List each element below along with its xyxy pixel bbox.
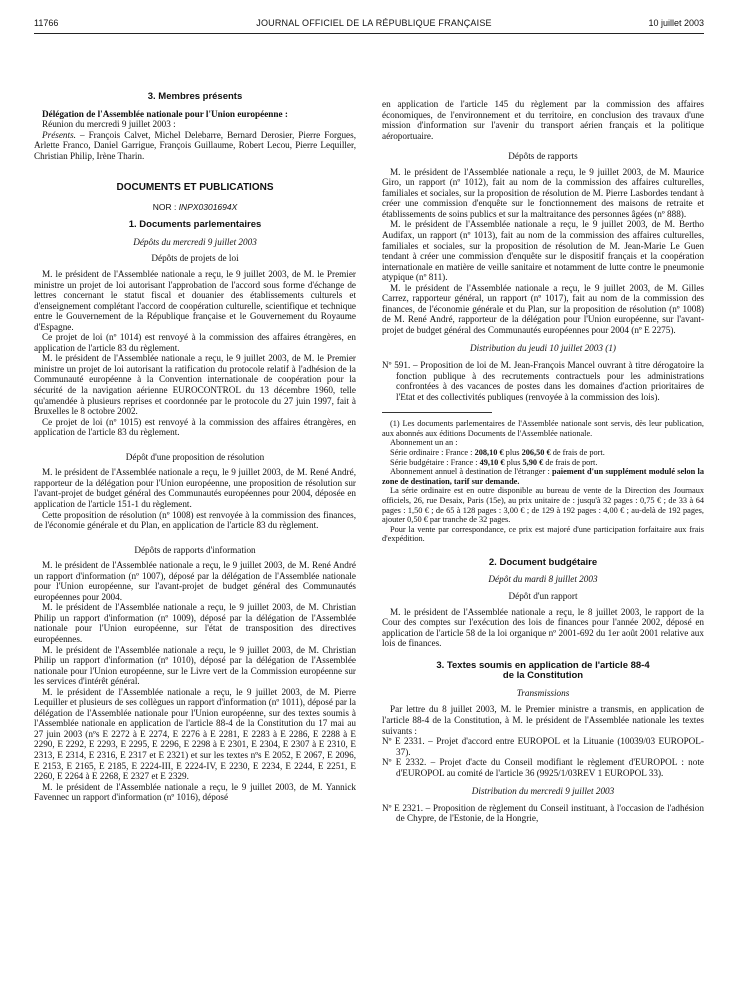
presents-paragraph bbox=[34, 130, 356, 162]
presents-text: – François Calvet, Michel Delebarre, Bernard Derosier, Pierre Forgues, Arlette Franco, Daniel Garrigue, François Guillaume, Robert Lecou, Pierre Lequiller, Christian Philip, Irène Tharin. bbox=[34, 129, 356, 161]
section-title-textes-2: de la Constitution bbox=[502, 670, 584, 682]
paragraph: M. le président de l'Assemblée nationale a reçu, le 9 juillet 2003, de M. René André un rapport d'information (nº 1007), déposé par la délégation de l'Assemblée nationale pour l'Union européenne, sur l'avant-projet de budget général des Communautés européennes pour 2004. bbox=[34, 560, 356, 602]
footnote-abroad bbox=[382, 467, 704, 486]
proposition-subtitle: Dépôt d'une proposition de résolution bbox=[125, 451, 265, 462]
paragraph: en application de l'article 145 du règlement par la commission des affaires économiques, de l'environnement et du territoire, en conclusion des travaux d'une mission d'information sur l'avenir du transport aérien français et la politique aéroportuaire. bbox=[382, 99, 704, 141]
paragraph: M. le président de l'Assemblée nationale a reçu, le 9 juillet 2003, de M. le Premier ministre un projet de loi autorisant la ratification du protocole relatif à l'adhésion de la Communauté européenne à la Convention internationale de coopération pour la sécurité de la navigation aérienne EUROCONTROL du 13 décembre 1960, telle qu'amendée à plusieurs reprises et coordonnée par le protocole du 27 juin 1997, fait à Bruxelles le 8 octobre 2002. bbox=[34, 353, 356, 417]
budget-subtitle: Dépôt d'un rapport bbox=[508, 591, 578, 602]
nor-value: INPX0301694X bbox=[178, 201, 238, 212]
price-label: Série budgétaire : France : bbox=[390, 457, 480, 467]
right-column bbox=[382, 99, 704, 824]
price-value: 208,10 € bbox=[474, 448, 504, 457]
budget-date: Dépôt du mardi 8 juillet 2003 bbox=[488, 574, 598, 585]
footnote-text: (1) Les documents parlementaires de l'Assemblée nationale sont servis, dès leur publication, aux abonnés aux éditions Documents de l'Assemblée nationale. bbox=[382, 419, 704, 438]
abroad-terms: paiement d'un supplément modulé selon la zone de destination, tarif sur demande. bbox=[382, 467, 704, 486]
price-suffix: de frais de port. bbox=[550, 448, 605, 457]
doc-number: Nº E 2332. bbox=[382, 757, 427, 768]
doc-text: – Projet d'accord entre EUROPOL et la Lituanie (10039/03 EUROPOL-37). bbox=[396, 736, 704, 757]
distribution-date-2: Distribution du mercredi 9 juillet 2003 bbox=[471, 786, 615, 797]
doc-item-e2331 bbox=[382, 736, 704, 757]
price-value: 206,50 € bbox=[521, 448, 551, 457]
paragraph: M. le président de l'Assemblée nationale a reçu, le 9 juillet 2003, de M. René André, rapporteur de la délégation pour l'Union européenne, une proposition de résolution sur l'avant-projet de budget général des Communautés européennes pour 2004, déposée en application de l'article 151-1 du règlement. bbox=[34, 467, 356, 509]
doc-text: – Proposition de règlement du Conseil instituant, à l'occasion de l'adhésion de Chypre, de l'Estonie, de la Hongrie, bbox=[396, 802, 704, 824]
doc-item-e2321 bbox=[382, 803, 704, 824]
delegation-title: Délégation de l'Assemblée nationale pour l'Union européenne : bbox=[42, 108, 288, 119]
paragraph: M. le président de l'Assemblée nationale a reçu, le 9 juillet 2003, de M. Gilles Carrez, rapporteur général, un rapport (nº 1017), fait au nom de la commission des finances, de l'économie générale et du Plan, sur la proposition de résolution (nº 1008) de M. René André, rapporteur de la délégation pour l'Union européenne, sur l'avant-projet de budget général des Communautés européennes pour 2004 (nº E 2275). bbox=[382, 282, 704, 335]
page-number: 11766 bbox=[34, 18, 59, 28]
doc-text: – Proposition de loi de M. Jean-François Mancel ouvrant à titre dérogatoire la fonction publique à des recrutements contractuels pour les administrations confrontées à des vacances de postes dans les domaines d'action prioritaires de l'Etat et des collectivités publiques (renvoyée à la commission des lois). bbox=[396, 360, 705, 402]
paragraph: Par lettre du 8 juillet 2003, M. le Premier ministre a transmis, en application de l'article 88-4 de la Constitution, à M. le président de l'Assemblée nationale les textes suivants : bbox=[382, 704, 704, 736]
nor-label: NOR : bbox=[152, 201, 179, 212]
paragraph: Cette proposition de résolution (nº 1008) est renvoyée à la commission des finances, de l'économie générale et du Plan, en application de l'article 83 du règlement. bbox=[34, 509, 356, 531]
page-header bbox=[0, 0, 748, 36]
doc-text: – Projet d'acte du Conseil modifiant le règlement d'EUROPOL : note d'EUROPOL au comité de l'article 36 (9925/1/03REV 1 EUROPOL 33). bbox=[396, 757, 704, 778]
footnote-text: Abonnement un an : bbox=[390, 438, 458, 448]
abroad-label: Abonnement annuel à destination de l'étranger : bbox=[390, 467, 553, 477]
footnote-price-budget bbox=[382, 458, 704, 468]
doc-item-e2332 bbox=[382, 757, 704, 778]
reunion-line: Réunion du mercredi 9 juillet 2003 : bbox=[42, 119, 176, 130]
info-reports-subtitle: Dépôts de rapports d'information bbox=[134, 544, 256, 555]
paragraph: M. le président de l'Assemblée nationale a reçu, le 9 juillet 2003, de M. Christian Philip un rapport d'information (nº 1010), déposé par la délégation de l'Assemblée nationale pour l'Union européenne, sur le Livre vert de la Commission européenne sur les services d'intérêt général. bbox=[34, 644, 356, 687]
paragraph: M. le président de l'Assemblée nationale a reçu, le 9 juillet 2003, de M. Maurice Giro, un rapport (nº 1012), fait au nom de la commission des affaires culturelles, familiales et sociales, sur la proposition de résolution de M. Pierre Lasbordes tendant à créer une commission d'enquête sur le fonctionnement des maisons de retraite et établissements de soins publics et sur la maltraitance des personnes âgées (nº 888). bbox=[382, 166, 704, 219]
projets-subtitle: Dépôts de projets de loi bbox=[151, 253, 239, 264]
footnote-text: La série ordinaire est en outre disponible au bureau de vente de la Direction des Journaux officiels, 26, rue Desaix, Paris (15e), au prix unitaire de : jusqu'à 32 pages : 0,75 € ; de 33 à 64 pages : 1,50 € ; de 65 à 128 pages : 3,00 € ; de 129 à 192 pages : 4,00 € ; au-delà de 192 pages, ajouter 0,50 € par tranche de 32 pages. bbox=[382, 486, 704, 525]
price-value: 5,90 € bbox=[522, 457, 544, 467]
issue-date: 10 juillet 2003 bbox=[648, 18, 704, 28]
paragraph: M. le président de l'Assemblée nationale a reçu, le 9 juillet 2003, de M. Christian Philip un rapport d'information (nº 1009), déposé par la délégation de l'Assemblée nationale pour l'Union européenne, sur l'état de transposition des directives européennes. bbox=[34, 602, 356, 644]
paragraph: Ce projet de loi (nº 1015) est renvoyé à la commission des affaires étrangères, en application de l'article 83 du règlement. bbox=[34, 416, 356, 438]
paragraph: M. le président de l'Assemblée nationale a reçu, le 8 juillet 2003, le rapport de la Cour des comptes sur l'exécution des lois de finances pour l'année 2002, déposé en application de l'article 58 de la loi organique nº 2001-692 du 1er août 2001 relative aux lois de finances. bbox=[382, 606, 704, 649]
doc-number: Nº E 2321. bbox=[382, 802, 424, 813]
paragraph: M. le président de l'Assemblée nationale a reçu, le 9 juillet 2003, de M. Yannick Favennec un rapport d'information (nº 1016), déposé bbox=[34, 781, 356, 803]
section-title-parl-docs: 1. Documents parlementaires bbox=[128, 219, 262, 231]
rapports-subtitle: Dépôts de rapports bbox=[508, 151, 578, 162]
price-joiner: plus bbox=[504, 457, 523, 467]
price-label: Série ordinaire : France : bbox=[390, 448, 475, 457]
paragraph: Ce projet de loi (nº 1014) est renvoyé à la commission des affaires étrangères, en application de l'article 83 du règlement. bbox=[34, 332, 356, 353]
section-title-budget: 2. Document budgétaire bbox=[488, 556, 598, 568]
depots-date: Dépôts du mercredi 9 juillet 2003 bbox=[133, 236, 257, 247]
price-suffix: de frais de port. bbox=[543, 457, 598, 467]
doc-number: Nº E 2331. bbox=[382, 736, 425, 747]
paragraph: M. le président de l'Assemblée nationale a reçu, le 9 juillet 2003, de M. Bertho Audifax, un rapport (nº 1013), fait au nom de la commission des affaires culturelles, familiales et sociales, sur la proposition de résolution de M. Jean-Marie Le Guen tendant à créer une commission d'enquête sur le dispositif français et la coopération internationale en matière de veille sanitaire et notamment de lutte contre le pneumonie atypique (nº 811). bbox=[382, 219, 704, 283]
footnote-text: Pour la vente par correspondance, ce prix est majoré d'une participation forfaitaire aux frais d'expédition. bbox=[382, 524, 704, 544]
doc-item-591 bbox=[382, 360, 704, 402]
footnote-price-ordinary bbox=[382, 448, 704, 458]
paragraph: M. le président de l'Assemblée nationale a reçu, le 9 juillet 2003, de M. Pierre Lequiller et plusieurs de ses collègues un rapport d'information (nº 1011), déposé par la délégation de l'Assemblée nationale pour l'Union européenne, sur des textes soumis à l'Assemblée nationale en application de l'article 88-4 de la Constitution du 17 mai au 27 juin 2003 (nºs E 2272 à E 2274, E 2276 à E 2281, E 2283 à E 2286, E 2288 à E 2290, E 2292, E 2293, E 2295, E 2296, E 2298 à E 2301, E 2304, E 2307 à E 2310, E 2313, E 2314, E 2316, E 2317 et E 2321) et sur les textes nºs E 2052, E 2067, E 2096, E 2153, E 2165, E 2185, E 2224-III, E 2224-IV, E 2230, E 2234, E 2244, E 2251, E 2260, E 2264 à E 2268, E 2327 et E 2329. bbox=[34, 686, 356, 782]
section-title-textes: 3. Textes soumis en application de l'article 88-4 bbox=[436, 659, 650, 671]
paragraph: M. le président de l'Assemblée nationale a reçu, le 9 juillet 2003, de M. le Premier ministre un projet de loi autorisant l'approbation de l'accord sous forme d'échange de lettres concernant le statut fiscal et douanier des établissements culturels et d'enseignement complétant l'accord de coopération culturelle, scientifique et technique entre le Gouvernement de la République française et le Gouvernement du Royaume d'Espagne. bbox=[34, 269, 356, 332]
footnote bbox=[382, 419, 704, 544]
presents-label: Présents. bbox=[42, 129, 76, 140]
distribution-date-1: Distribution du jeudi 10 juillet 2003 (1) bbox=[470, 343, 616, 354]
footnote-rule bbox=[382, 412, 492, 413]
transmissions-label: Transmissions bbox=[516, 687, 570, 698]
price-joiner: plus bbox=[503, 448, 522, 457]
journal-title: JOURNAL OFFICIEL DE LA RÉPUBLIQUE FRANÇAISE bbox=[256, 18, 492, 28]
nor-line bbox=[34, 202, 356, 213]
documents-heading: DOCUMENTS ET PUBLICATIONS bbox=[116, 182, 274, 194]
header-rule bbox=[34, 33, 704, 34]
doc-number: Nº 591. bbox=[382, 360, 411, 371]
left-column bbox=[34, 92, 356, 803]
section-title-members: 3. Membres présents bbox=[147, 91, 243, 102]
price-value: 49,10 € bbox=[479, 457, 505, 467]
